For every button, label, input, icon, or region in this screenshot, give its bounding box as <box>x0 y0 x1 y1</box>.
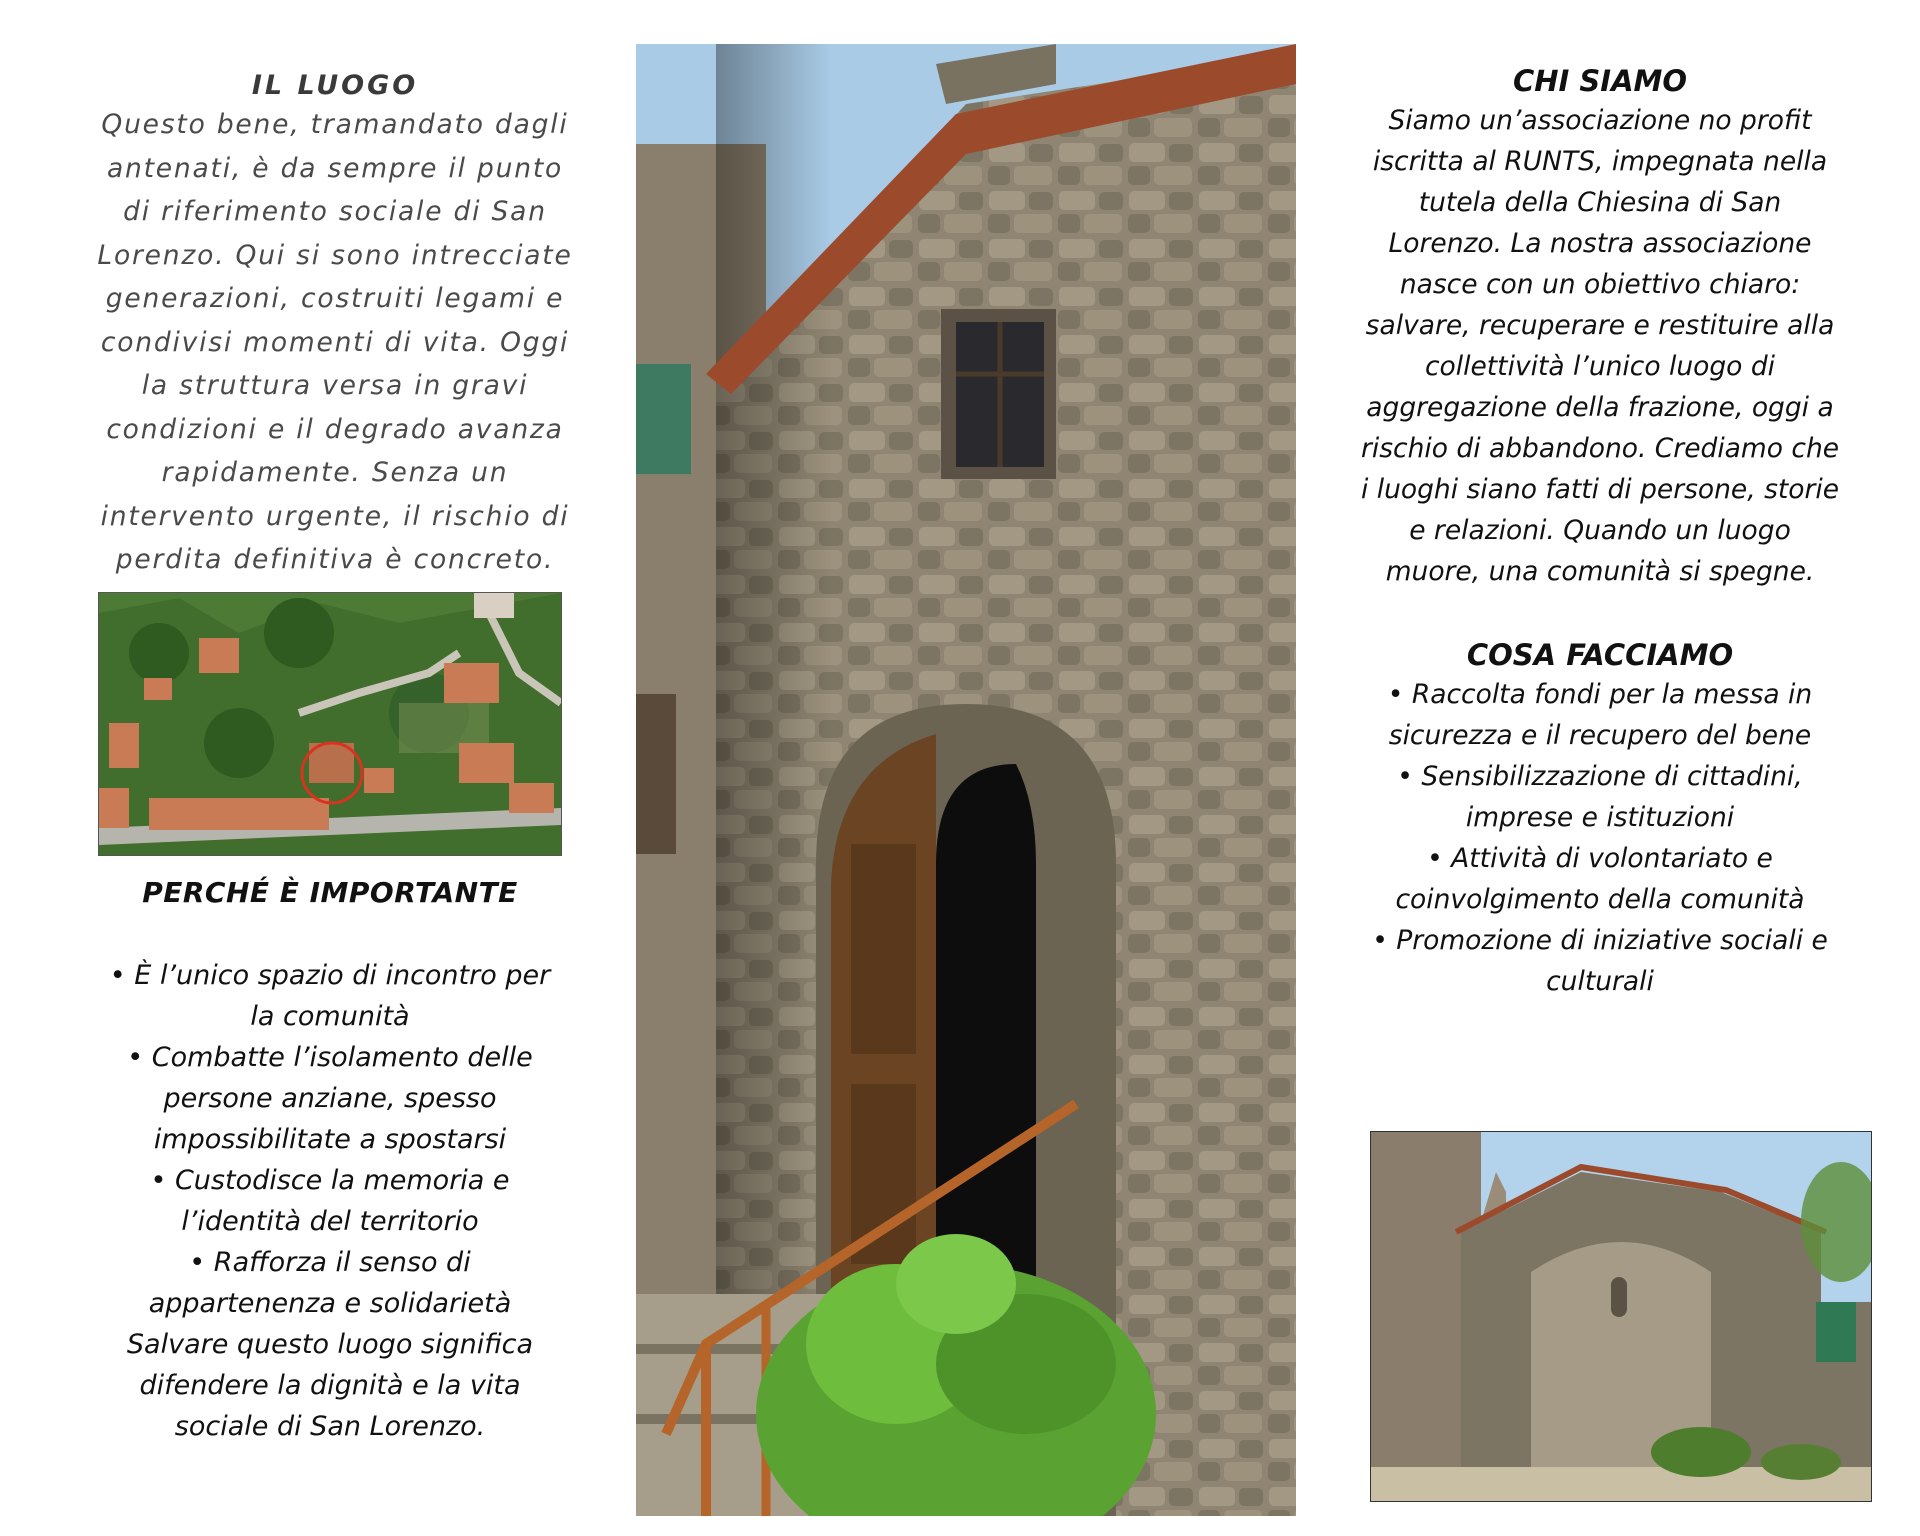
aerial-map-image <box>98 592 562 856</box>
list-item: • Sensibilizzazione di cittadini, imprese e istituzioni <box>1397 761 1803 833</box>
perche-importante-list <box>95 955 565 1324</box>
cosa-facciamo-title: COSA FACCIAMO <box>1466 638 1734 672</box>
perche-importante-title: PERCHÉ È IMPORTANTE <box>142 876 518 909</box>
section-perche-importante <box>95 876 565 1447</box>
list-item: • Raccolta fondi per la messa in sicurezza e il recupero del bene <box>1387 679 1813 751</box>
il-luogo-title: IL LUOGO <box>251 70 419 101</box>
list-item: • Attività di volontariato e coinvolgimento della comunità <box>1395 843 1805 915</box>
list-item: • Promozione di iniziative sociali e culturali <box>1372 925 1828 997</box>
aerial-map-graphic <box>99 593 561 855</box>
list-item: • Custodisce la memoria e l’identità del territorio <box>150 1165 510 1237</box>
church-facade-graphic <box>636 44 1296 1516</box>
perche-importante-closing: Salvare questo luogo significa difendere la dignità e la vita sociale di San Lorenzo. <box>126 1329 534 1442</box>
list-item: • Combatte l’isolamento delle persone anziane, spesso impossibilitate a spostarsi <box>127 1042 533 1155</box>
chi-siamo-text: Siamo un’associazione no profit iscritta al RUNTS, impegnata nella tutela della Chiesina di San Lorenzo. La nostra associazione nasce con un obiettivo chiaro: salvare, recuperare e restituire alla collettività l’unico luogo di aggregazione della frazione, oggi a rischio di abbandono. Crediamo che i luoghi siano fatti di persone, storie e relazioni. Quando un luogo muore, una comunità si spegne. <box>1360 105 1840 587</box>
section-il-luogo <box>95 70 575 582</box>
list-item: • È l’unico spazio di incontro per la comunità <box>109 960 551 1032</box>
list-item: • Rafforza il senso di appartenenza e solidarietà <box>148 1247 512 1319</box>
church-facade-photo <box>636 44 1296 1516</box>
chi-siamo-title: CHI SIAMO <box>1512 64 1688 98</box>
cosa-facciamo-list <box>1360 674 1840 1002</box>
il-luogo-text: Questo bene, tramandato dagli antenati, è da sempre il punto di riferimento sociale di San Lorenzo. Qui si sono intrecciate generazioni, costruiti legami e condivisi momenti di vita. Oggi la struttura versa in gravi condizioni e il degrado avanza rapidamente. Senza un intervento urgente, il rischio di perdita definitiva è concreto. <box>97 109 573 575</box>
church-apse-photo <box>1370 1131 1872 1502</box>
church-apse-graphic <box>1371 1132 1871 1501</box>
section-chi-siamo <box>1360 64 1840 592</box>
section-cosa-facciamo <box>1360 638 1840 1002</box>
